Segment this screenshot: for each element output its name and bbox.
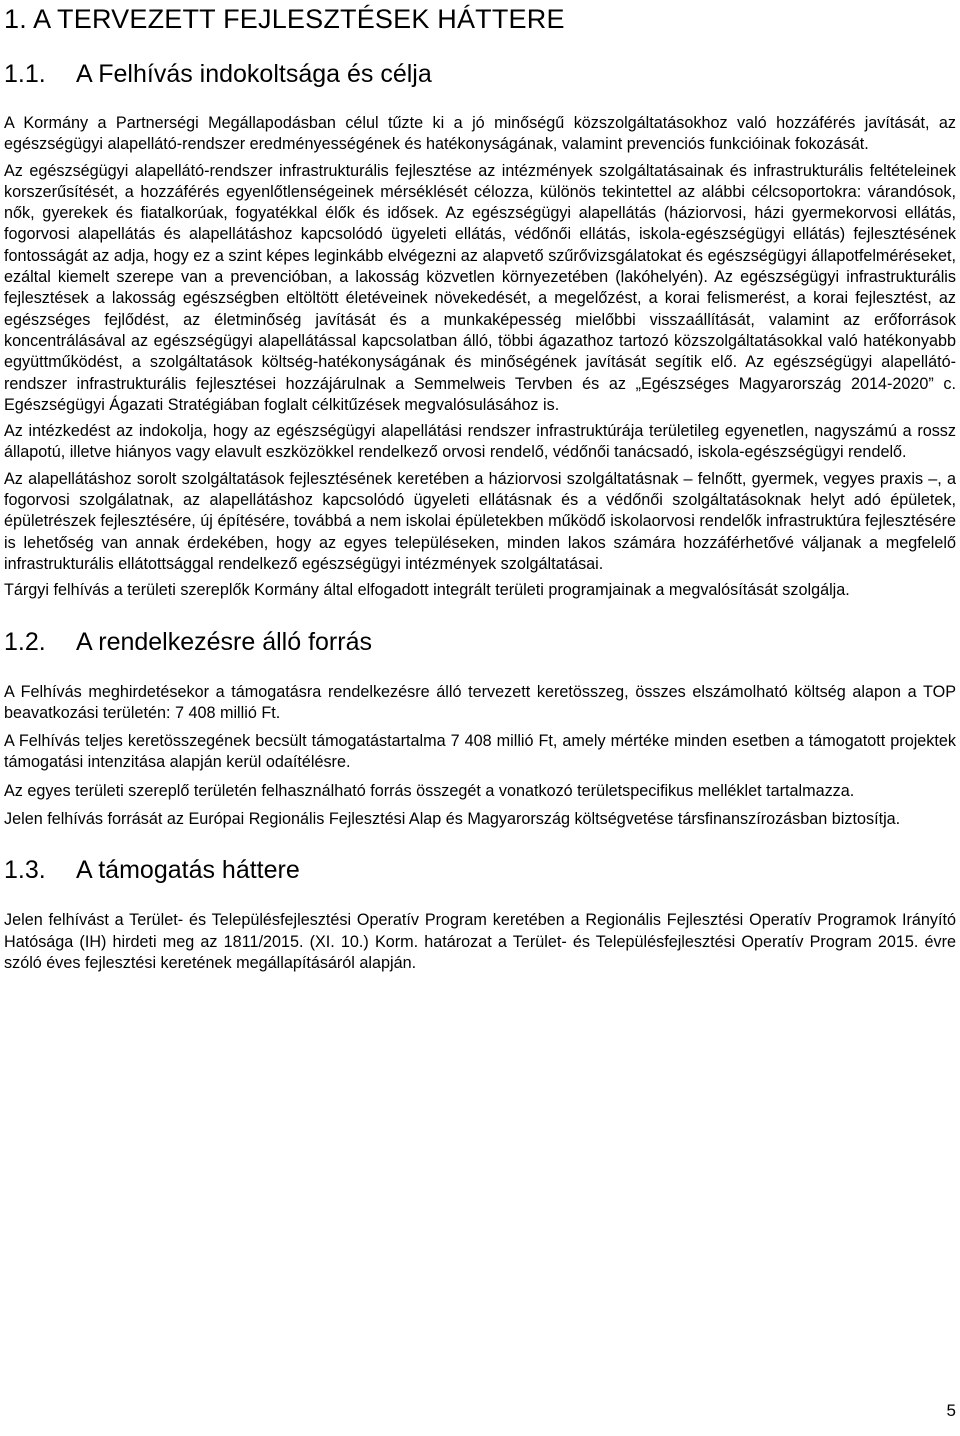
section-heading-1-2	[4, 626, 956, 658]
paragraph: A Kormány a Partnerségi Megállapodásban célul tűzte ki a jó minőségű közszolgáltatásokhoz való hozzáférés javítását, az egészségügyi alapellátó-rendszer eredményességének és hatékonyságának, valamint prevenciós funkcióinak fokozását.	[4, 114, 956, 154]
chapter-heading: 1. A TERVEZETT FEJLESZTÉSEK HÁTTERE	[4, 4, 565, 34]
section-heading-1-1	[4, 58, 956, 90]
paragraph: Az alapellátáshoz sorolt szolgáltatások fejlesztésének keretében a háziorvosi szolgáltatásnak – felnőtt, gyermek, vegyes praxis –, a fogorvosi szolgálatnak, az alapellátáshoz kapcsolódó ügyeleti ellátásnak és a védőnői szolgáltatásoknak helyt adó épületek, épületrészek fejlesztésére, új építésére, továbbá a nem iskolai épületekben működő iskolaorvosi rendelők infrastruktúra fejlesztésére is lehetőség van annak érdekében, hogy az egyes településeken, minden lakos számára hozzáférhetővé váljanak a megfelelő infrastrukturális ellátottsággal rendelkező egészségügyi intézmények szolgáltatásai.	[4, 469, 956, 573]
page-number: 5	[946, 1401, 956, 1420]
paragraph: Tárgyi felhívás a területi szereplők Kormány által elfogadott integrált területi programjainak a megvalósítását szolgálja.	[4, 581, 850, 600]
section-number: 1.2.	[4, 627, 46, 656]
paragraph: Jelen felhívás forrását az Európai Regionális Fejlesztési Alap és Magyarország költségvetése társfinanszírozásban biztosítja.	[4, 810, 901, 829]
section-title: A rendelkezésre álló forrás	[76, 627, 372, 656]
paragraph: Az egészségügyi alapellátó-rendszer infrastrukturális fejlesztése az intézmények szolgáltatásainak és infrastrukturális feltételeinek korszerűsítését, a hozzáférés egyenlőtlenségeinek mérséklését célozza, különös tekintettel az alábbi célcsoportokra: várandósok, nők, gyerekek és fiatalkorúak, fogyatékkal élők és idősek. Az egészségügyi alapellátás (háziorvosi, házi gyermekorvosi ellátás, fogorvosi alapellátás és alapellátáshoz kapcsolódó ügyeleti ellátás, védőnői ellátás, iskola-egészségügyi ellátás) fejlesztésének fontosságát az adja, hogy ez a szint képes leginkább elvégezni az alapvető szűrővizsgálatokat és egészségügyi állapotfelméréseket, ezáltal kiemelt szerepe van a prevencióban, a lakosság közvetlen környezetében (lakóhelyén). Az egészségügyi infrastrukturális fejlesztések a lakosság egészségben eltöltött életéveinek növekedését, a megelőzést, a korai felismerést, a korai fejlesztést, az egészséges fejlődést, az életminőség javítását és a munkaképesség mielőbbi visszaállítását, valamint az erőforrások koncentrálásával az egészségügyi alapellátással kapcsolatban álló, többi ágazathoz tartozó közszolgáltatásokkal való hatékonyabb együttműködést, a szolgáltatások költség-hatékonyságának és minőségének javítását segítik elő. Az egészségügyi alapellátó-rendszer infrastrukturális fejlesztései hozzájárulnak a Semmelweis Tervben és az „Egészséges Magyarország 2014-2020” c. Egészségügyi Ágazati Stratégiában foglalt célkitűzések megvalósulásához is.	[4, 161, 956, 414]
paragraph: Az egyes területi szereplő területén felhasználható forrás összegét a vonatkozó területspecifikus melléklet tartalmazza.	[4, 781, 855, 800]
section-heading-1-3	[4, 854, 956, 886]
paragraph: A Felhívás meghirdetésekor a támogatásra rendelkezésre álló tervezett keretösszeg, összes elszámolható költség alapon a TOP beavatkozási területén: 7 408 millió Ft.	[4, 682, 956, 722]
paragraph: Az intézkedést az indokolja, hogy az egészségügyi alapellátási rendszer infrastruktúrája területileg egyenetlen, nagyszámú a rossz állapotú, illetve hiányos vagy elavult eszközökkel rendelkező orvosi rendelő, védőnői tanácsadó, iskola-egészségügyi rendelő.	[4, 422, 956, 462]
paragraph: A Felhívás teljes keretösszegének becsült támogatástartalma 7 408 millió Ft, amely mértéke minden esetben a támogatott projektek támogatási intenzitása alapján kerül odaítélésre.	[4, 732, 956, 772]
document-page	[4, 0, 956, 974]
section-title: A támogatás háttere	[76, 856, 300, 885]
section-number: 1.3.	[4, 856, 46, 885]
section-number: 1.1.	[4, 60, 46, 88]
section-title: A Felhívás indokoltsága és célja	[76, 60, 432, 88]
paragraph: Jelen felhívást a Terület- és Településfejlesztési Operatív Program keretében a Regionális Fejlesztési Operatív Programok Irányító Hatósága (IH) hirdeti meg az 1811/2015. (XI. 10.) Korm. határozat a Terület- és Településfejlesztési Operatív Program 2015. évre szóló éves fejlesztési keretének megállapításáról alapján.	[4, 911, 956, 972]
